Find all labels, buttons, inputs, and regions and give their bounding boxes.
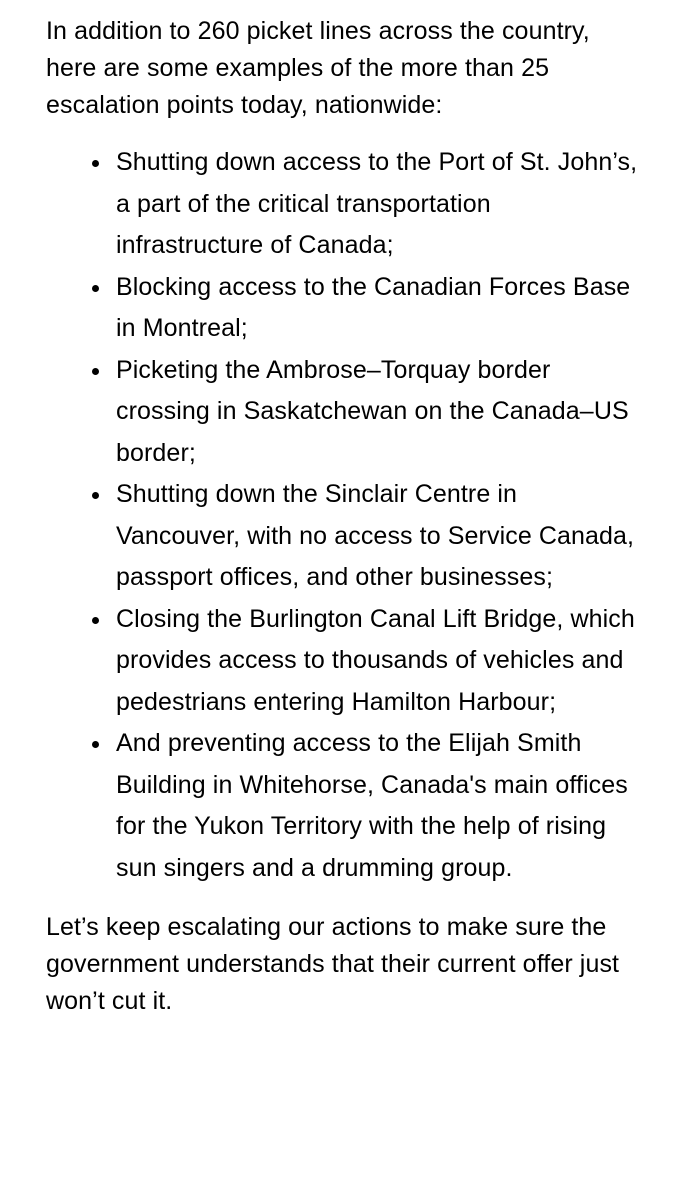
bullet-icon	[92, 492, 99, 499]
list-item-text: And preventing access to the Elijah Smith Building in Whitehorse, Canada's main offices for the Yukon Territory with the help of rising sun singers and a drumming group.	[116, 729, 628, 882]
list-item-text: Shutting down the Sinclair Centre in Vancouver, with no access to Service Canada, passport offices, and other businesses;	[116, 480, 635, 591]
escalation-list	[46, 142, 638, 889]
bullet-icon	[92, 160, 99, 167]
bullet-icon	[92, 617, 99, 624]
list-item-text: Picketing the Ambrose–Torquay border crossing in Saskatchewan on the Canada–US border;	[116, 355, 629, 467]
list-item	[116, 599, 638, 724]
bullet-icon	[92, 368, 99, 375]
list-item-text: Shutting down access to the Port of St. John’s, a part of the critical transportation infrastructure of Canada;	[116, 148, 638, 259]
list-item-text: Closing the Burlington Canal Lift Bridge, which provides access to thousands of vehicles and pedestrians entering Hamilton Harbour;	[116, 604, 635, 716]
closing-paragraph: Let’s keep escalating our actions to make sure the government understands that their current offer just won’t cut it.	[46, 913, 620, 1015]
list-item	[116, 723, 638, 889]
intro-paragraph: In addition to 260 picket lines across the country, here are some examples of the more than 25 escalation points today, nationwide:	[46, 17, 590, 119]
list-item	[116, 267, 638, 350]
list-item-text: Blocking access to the Canadian Forces Base in Montreal;	[116, 272, 631, 342]
bullet-icon	[92, 285, 99, 292]
list-item	[116, 142, 638, 267]
list-item	[116, 474, 638, 599]
bullet-icon	[92, 741, 99, 748]
list-item	[116, 350, 638, 475]
